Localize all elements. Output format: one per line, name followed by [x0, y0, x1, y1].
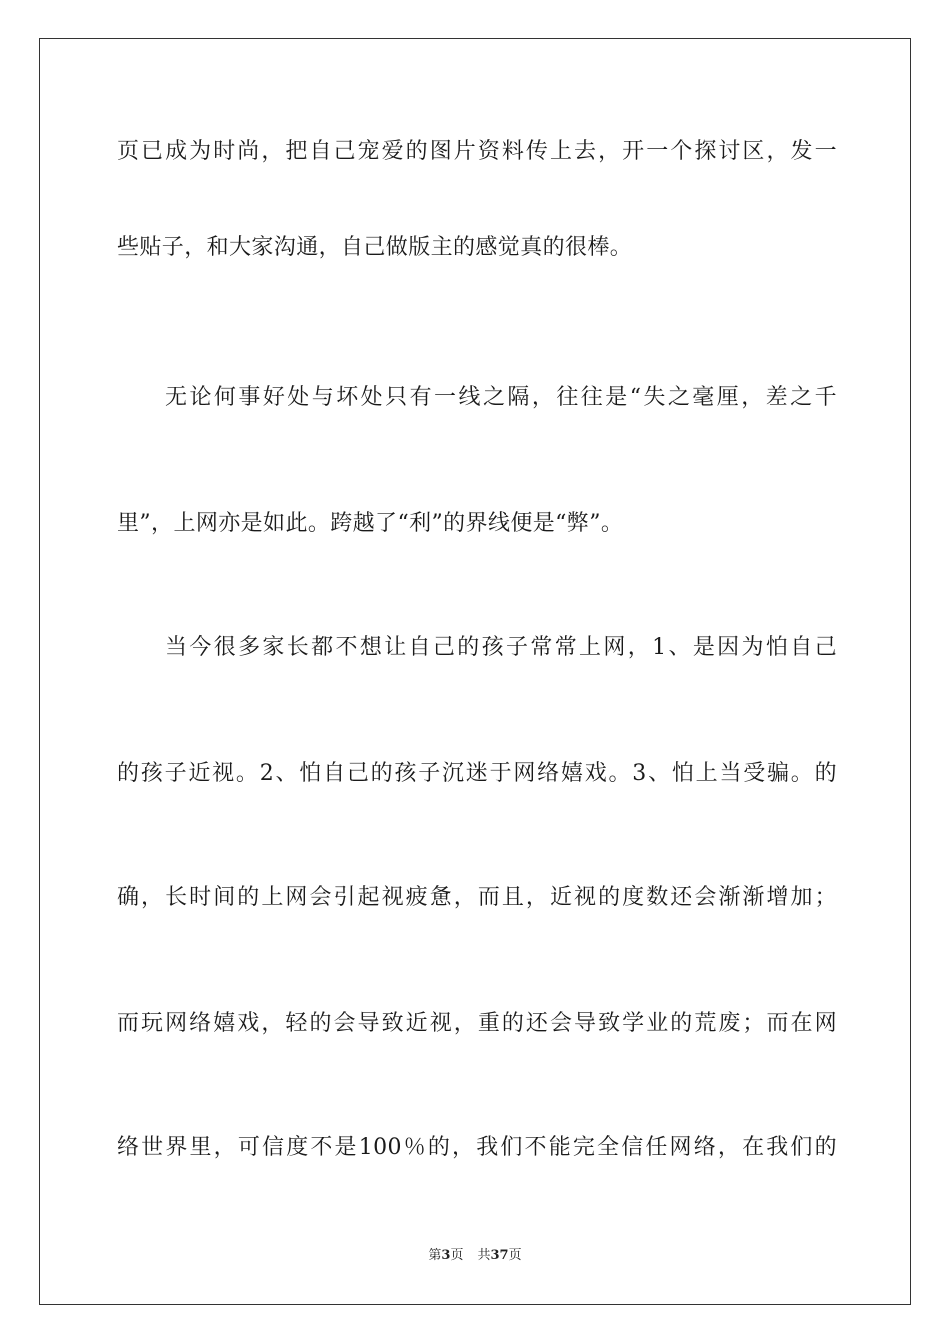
paragraph-start-line: 当今很多家长都不想让自己的孩子常常上网，1、是因为怕自己 [165, 635, 837, 660]
page-suffix: 页 [450, 1248, 464, 1263]
text-line: 些贴子，和大家沟通，自己做版主的感觉真的很棒。 [117, 235, 633, 260]
total-prefix: 共 [477, 1248, 491, 1263]
text-line: 里”，上网亦是如此。跨越了“利”的界线便是“弊”。 [117, 511, 624, 536]
text-line: 而玩网络嬉戏，轻的会导致近视，重的还会导致学业的荒废；而在网 [117, 1011, 837, 1036]
text-line: 确，长时间的上网会引起视疲惫，而且，近视的度数还会渐渐增加； [117, 885, 837, 910]
text-line: 的孩子近视。2、怕自己的孩子沉迷于网络嬉戏。3、怕上当受骗。的 [117, 761, 837, 786]
total-page-count: 37 [490, 1248, 509, 1263]
page-border [39, 38, 911, 1305]
current-page-number: 3 [441, 1248, 451, 1263]
total-suffix: 页 [508, 1248, 522, 1263]
page-prefix: 第 [428, 1248, 442, 1263]
page-footer [0, 1247, 950, 1265]
paragraph-start-line: 无论何事好处与坏处只有一线之隔，往往是“失之毫厘，差之千 [165, 385, 837, 410]
text-line: 页已成为时尚，把自己宠爱的图片资料传上去，开一个探讨区，发一 [117, 139, 837, 164]
text-line: 络世界里，可信度不是100％的，我们不能完全信任网络，在我们的 [117, 1135, 837, 1160]
